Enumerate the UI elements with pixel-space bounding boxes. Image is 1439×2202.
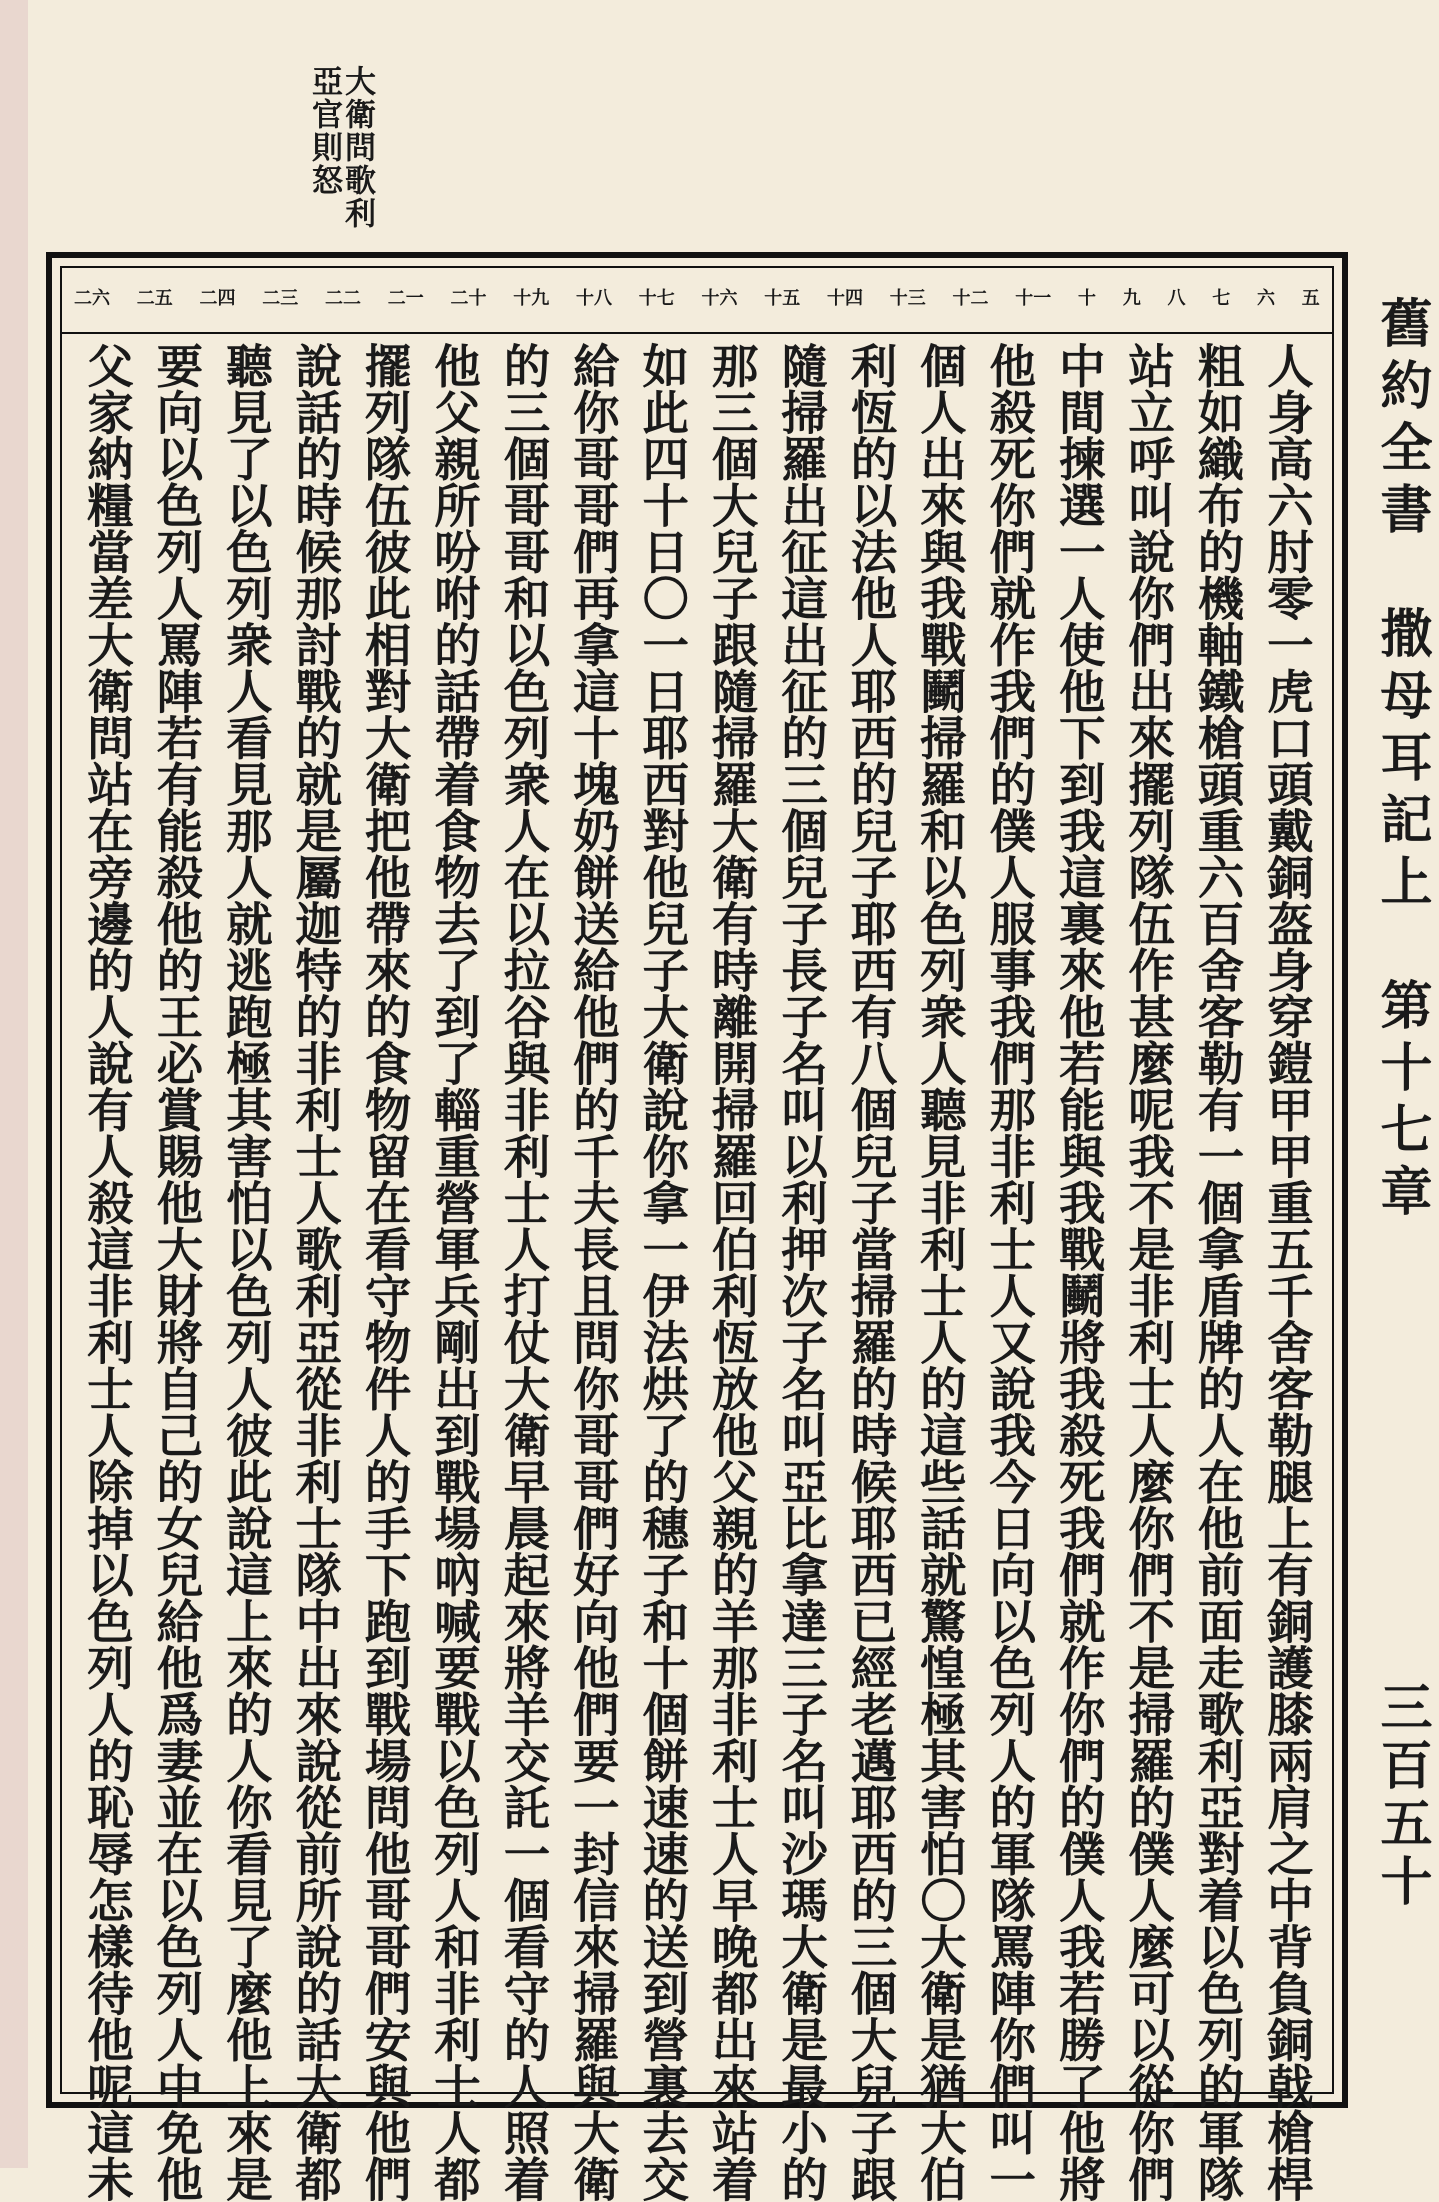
text-column: 站立呼叫說你們出來擺列隊伍作甚麼呢我不是非利士人麼你們不是掃羅的僕人麼可以從你們 xyxy=(1121,342,1177,2202)
book-title: 舊約全書 xyxy=(1371,296,1432,544)
verse-number: 二二 xyxy=(325,288,361,309)
running-head-line-2: 亞官則怒 xyxy=(306,65,342,197)
verse-number: 十三 xyxy=(889,288,926,309)
page-number: 三百五十 xyxy=(1371,1680,1432,1912)
text-column: 說話的時候那討戰的就是屬迦特的非利士人歌利亞從非利士隊中出來說從前所說的話大衛都 xyxy=(288,342,344,2202)
verse-number: 十四 xyxy=(827,288,863,309)
text-column: 如此四十日〇一日耶西對他兒子大衛說你拿一伊法烘了的穗子和十個餅速速的送到營裏去交 xyxy=(635,342,691,2202)
text-column: 人身高六肘零一虎口頭戴銅盔身穿鎧甲甲重五千舍客勒腿上有銅護膝兩肩之中背負銅戟槍桿 xyxy=(1259,342,1315,2202)
text-column: 那三個大兒子跟隨掃羅大衛有時離開掃羅回伯利恆放他父親的羊那非利士人早晚都出來站着 xyxy=(704,342,760,2202)
text-column: 父家納糧當差大衛問站在旁邊的人說有人殺這非利士人除掉以色列人的恥辱怎樣待他呢這未 xyxy=(80,342,135,2202)
verse-number: 十二 xyxy=(952,288,989,309)
book-name: 撒母耳記上 xyxy=(1371,606,1432,916)
text-column: 他父親所吩咐的話帶着食物去了到了輜重營軍兵剛出到戰場吶喊要戰以色列人和非利士人都 xyxy=(427,342,483,2202)
verse-number: 六 xyxy=(1257,288,1275,309)
verse-number: 二一 xyxy=(387,288,424,309)
text-column: 給你哥哥們再拿這十塊奶餅送給他們的千夫長且問你哥哥們好向他們要一封信來掃羅與大衛 xyxy=(565,342,621,2202)
text-column: 粗如織布的機軸鐵槍頭重六百舍客勒有一個拿盾牌的人在他前面走歌利亞對着以色列的軍隊 xyxy=(1190,342,1246,2202)
text-column: 他殺死你們就作我們的僕人服事我們那非利士人又說我今日向以色列人的軍隊罵陣你們叫一 xyxy=(982,342,1038,2202)
text-column: 擺列隊伍彼此相對大衛把他帶來的食物留在看守物件人的手下跑到戰場問他哥哥們安與他們 xyxy=(357,342,413,2202)
text-column: 聽見了以色列衆人看見那人就逃跑極其害怕以色列人彼此說這上來的人你看見了麼他上來是 xyxy=(218,342,274,2202)
verse-number: 十六 xyxy=(701,288,738,309)
text-frame xyxy=(46,252,1348,2202)
text-column: 個人出來與我戰鬭掃羅和以色列衆人聽見非利士人的這些話就驚惶極其害怕〇大衛是猶大伯 xyxy=(912,342,968,2202)
verse-number: 十一 xyxy=(1015,288,1052,309)
text-column: 的三個哥哥和以色列衆人在以拉谷與非利士人打仗大衛早晨起來將羊交託一個看守的人照着 xyxy=(496,342,552,2202)
verse-number: 二四 xyxy=(199,288,236,309)
verse-number: 二三 xyxy=(262,288,299,309)
chapter-title: 第十七章 xyxy=(1371,978,1432,1226)
verse-number: 十 xyxy=(1078,288,1096,309)
text-column: 中間揀選一人使他下到我這裏來他若能與我戰鬭將我殺死我們就作你們的僕人我若勝了他將 xyxy=(1051,342,1107,2202)
running-head xyxy=(306,65,375,230)
header-rule xyxy=(62,332,1332,334)
verse-number: 二五 xyxy=(136,288,173,309)
text-column: 隨掃羅出征這出征的三個兒子長子名叫以利押次子名叫亞比拿達三子名叫沙瑪大衛是最小的 xyxy=(774,342,830,2202)
verse-number: 七 xyxy=(1212,288,1231,309)
text-column: 利恆的以法他人耶西的兒子耶西有八個兒子當掃羅的時候耶西已經老邁耶西的三個大兒子跟 xyxy=(843,342,899,2202)
verse-number: 十七 xyxy=(638,288,675,309)
verse-number: 十九 xyxy=(513,288,550,309)
text-column: 要向以色列人罵陣若有能殺他的王必賞賜他大財將自己的女兒給他爲妻並在以色列人中免他 xyxy=(149,342,205,2202)
verse-number: 八 xyxy=(1167,288,1186,309)
verse-number: 五 xyxy=(1301,288,1320,309)
verse-number: 九 xyxy=(1122,288,1141,309)
verse-number: 二六 xyxy=(74,288,110,309)
running-head-line-1: 大衛問歌利 xyxy=(339,65,375,230)
verse-number: 二十 xyxy=(450,288,487,309)
page-heading xyxy=(1364,296,1439,1226)
body-text xyxy=(76,342,1318,2202)
binding-edge xyxy=(0,0,28,2168)
text-frame-inner xyxy=(60,266,1334,2202)
verse-number: 十五 xyxy=(764,288,801,309)
verse-number: 十八 xyxy=(576,288,612,309)
verse-number-strip xyxy=(62,284,1332,324)
